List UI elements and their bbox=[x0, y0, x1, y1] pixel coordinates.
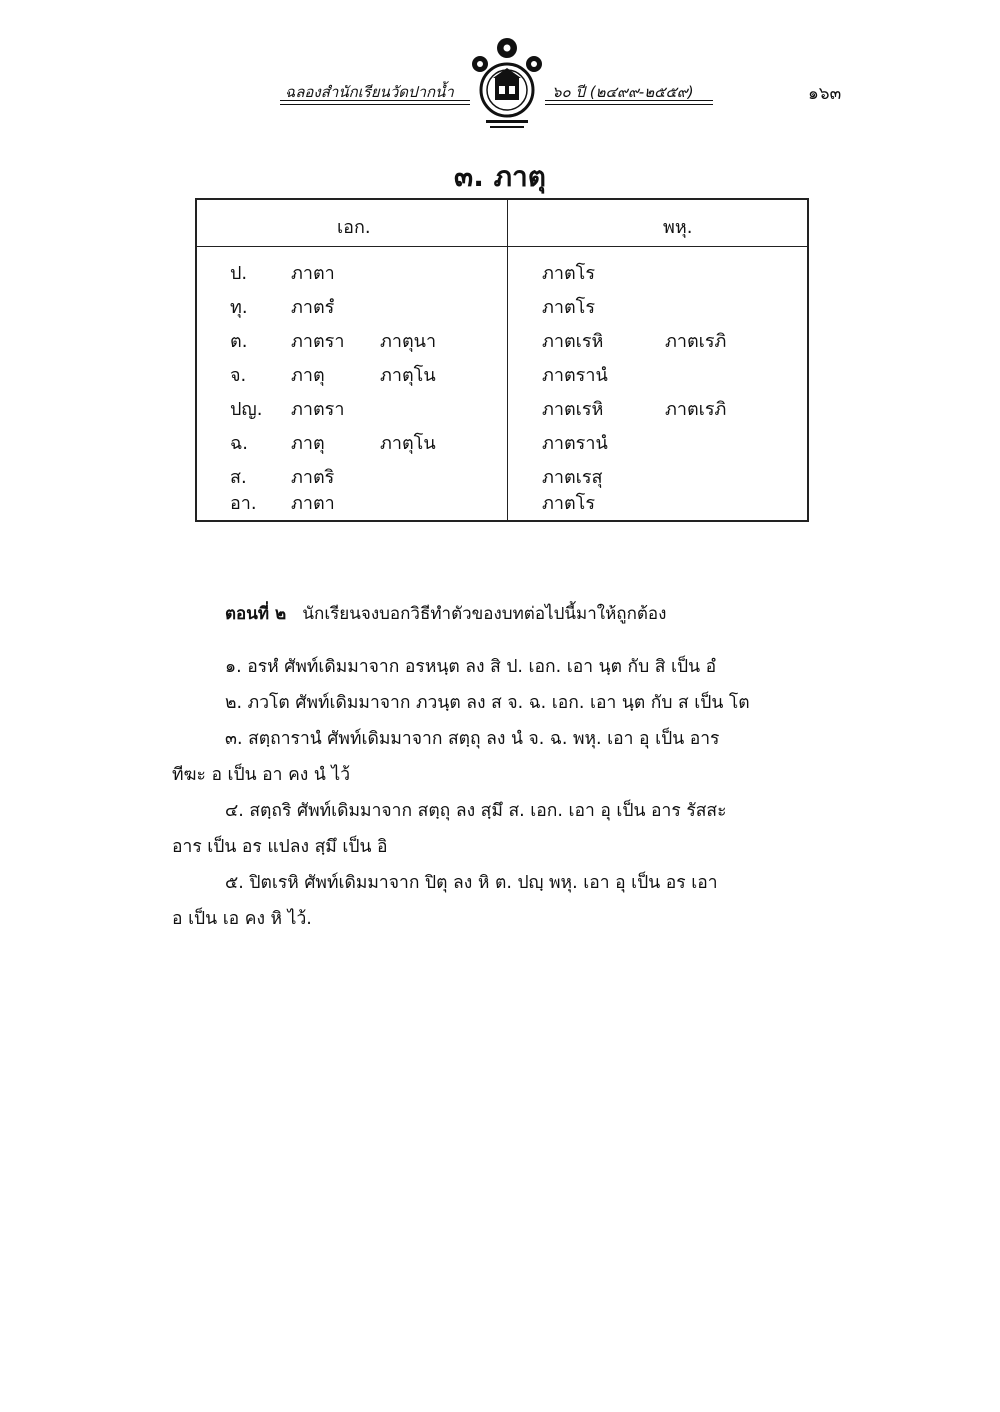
plural-form: ภาตโร bbox=[542, 493, 595, 514]
case-label: อา. bbox=[230, 493, 257, 514]
page-number: ๑๖๓ bbox=[808, 84, 842, 104]
plural-form: ภาตเรหิ bbox=[542, 399, 604, 420]
case-label: ต. bbox=[230, 331, 248, 352]
exercise-label: ตอนที่ ๒ bbox=[225, 604, 287, 624]
section-title: ๓. ภาตุ bbox=[454, 160, 546, 193]
exercise-instruction: นักเรียนจงบอกวิธีทำตัวของบทต่อไปนี้มาให้ถูกต้อง bbox=[302, 604, 667, 624]
plural-form: ภาตรานํ bbox=[542, 365, 608, 386]
table-row bbox=[197, 258, 807, 292]
plural-form: ภาตโร bbox=[542, 263, 595, 284]
singular-form: ภาตุ bbox=[291, 365, 325, 386]
case-label: ส. bbox=[230, 467, 247, 488]
singular-header: เอก. bbox=[337, 217, 371, 238]
header-divider bbox=[197, 246, 807, 247]
table-row bbox=[197, 326, 807, 360]
exercise-item: ๕. ปิตเรหิ ศัพท์เดิมมาจาก ปิตุ ลง หิ ต. ปญฺ พหุ. เอา อุ เป็น อร เอา bbox=[225, 873, 718, 893]
singular-alt-form: ภาตุโน bbox=[380, 365, 436, 386]
plural-form: ภาตรานํ bbox=[542, 433, 608, 454]
plural-form: ภาตโร bbox=[542, 297, 595, 318]
header-center-title: ๖๐ ปี (๒๔๙๙-๒๕๕๙) bbox=[552, 83, 694, 101]
header-rule bbox=[545, 100, 713, 101]
exercise-item: ๓. สตฺถารานํ ศัพท์เดิมมาจาก สตฺถุ ลง นํ จ. ฉ. พหุ. เอา อุ เป็น อาร bbox=[225, 729, 720, 749]
exercise-item: ๔. สตฺถริ ศัพท์เดิมมาจาก สตฺถุ ลง สฺมึ ส. เอก. เอา อุ เป็น อาร รัสสะ bbox=[225, 801, 727, 821]
header-left-title: ฉลองสำนักเรียนวัดปากน้ำ bbox=[285, 83, 454, 101]
plural-header: พหุ. bbox=[663, 217, 693, 238]
exercise-item-continuation: ทีฆะ อ เป็น อา คง นํ ไว้ bbox=[172, 765, 351, 785]
case-label: ป. bbox=[230, 263, 248, 284]
plural-alt-form: ภาตเรภิ bbox=[665, 399, 727, 420]
exercise-heading bbox=[225, 600, 666, 627]
plural-form: ภาตเรหิ bbox=[542, 331, 604, 352]
case-label: จ. bbox=[230, 365, 247, 386]
declension-table bbox=[195, 198, 809, 522]
case-label: ปญ. bbox=[230, 399, 263, 420]
singular-form: ภาตรา bbox=[291, 331, 345, 352]
exercise-item-continuation: อาร เป็น อร แปลง สฺมึ เป็น อิ bbox=[172, 837, 388, 857]
plural-form: ภาตเรสุ bbox=[542, 467, 603, 488]
singular-form: ภาตา bbox=[291, 493, 335, 514]
case-label: ฉ. bbox=[230, 433, 248, 454]
header-rule bbox=[545, 104, 713, 105]
exercise-item: ๒. ภวโต ศัพท์เดิมมาจาก ภวนฺต ลง ส จ. ฉ. เอก. เอา นฺต กับ ส เป็น โต bbox=[225, 693, 750, 713]
header-rule bbox=[280, 100, 470, 101]
table-row bbox=[197, 360, 807, 394]
table-row bbox=[197, 488, 807, 522]
table-row bbox=[197, 292, 807, 326]
exercise-item-continuation: อ เป็น เอ คง หิ ไว้. bbox=[172, 909, 312, 929]
singular-form: ภาตริ bbox=[291, 467, 335, 488]
singular-alt-form: ภาตุนา bbox=[380, 331, 437, 352]
table-row bbox=[197, 394, 807, 428]
header-rule bbox=[280, 104, 470, 105]
temple-emblem-icon bbox=[466, 32, 548, 136]
singular-alt-form: ภาตุโน bbox=[380, 433, 436, 454]
table-row bbox=[197, 428, 807, 462]
singular-form: ภาตา bbox=[291, 263, 335, 284]
singular-form: ภาตรา bbox=[291, 399, 345, 420]
plural-alt-form: ภาตเรภิ bbox=[665, 331, 727, 352]
exercise-item: ๑. อรหํ ศัพท์เดิมมาจาก อรหนฺต ลง สิ ป. เอก. เอา นฺต กับ สิ เป็น อํ bbox=[225, 657, 717, 677]
singular-form: ภาตรํ bbox=[291, 297, 335, 318]
case-label: ทุ. bbox=[230, 297, 248, 318]
singular-form: ภาตุ bbox=[291, 433, 325, 454]
